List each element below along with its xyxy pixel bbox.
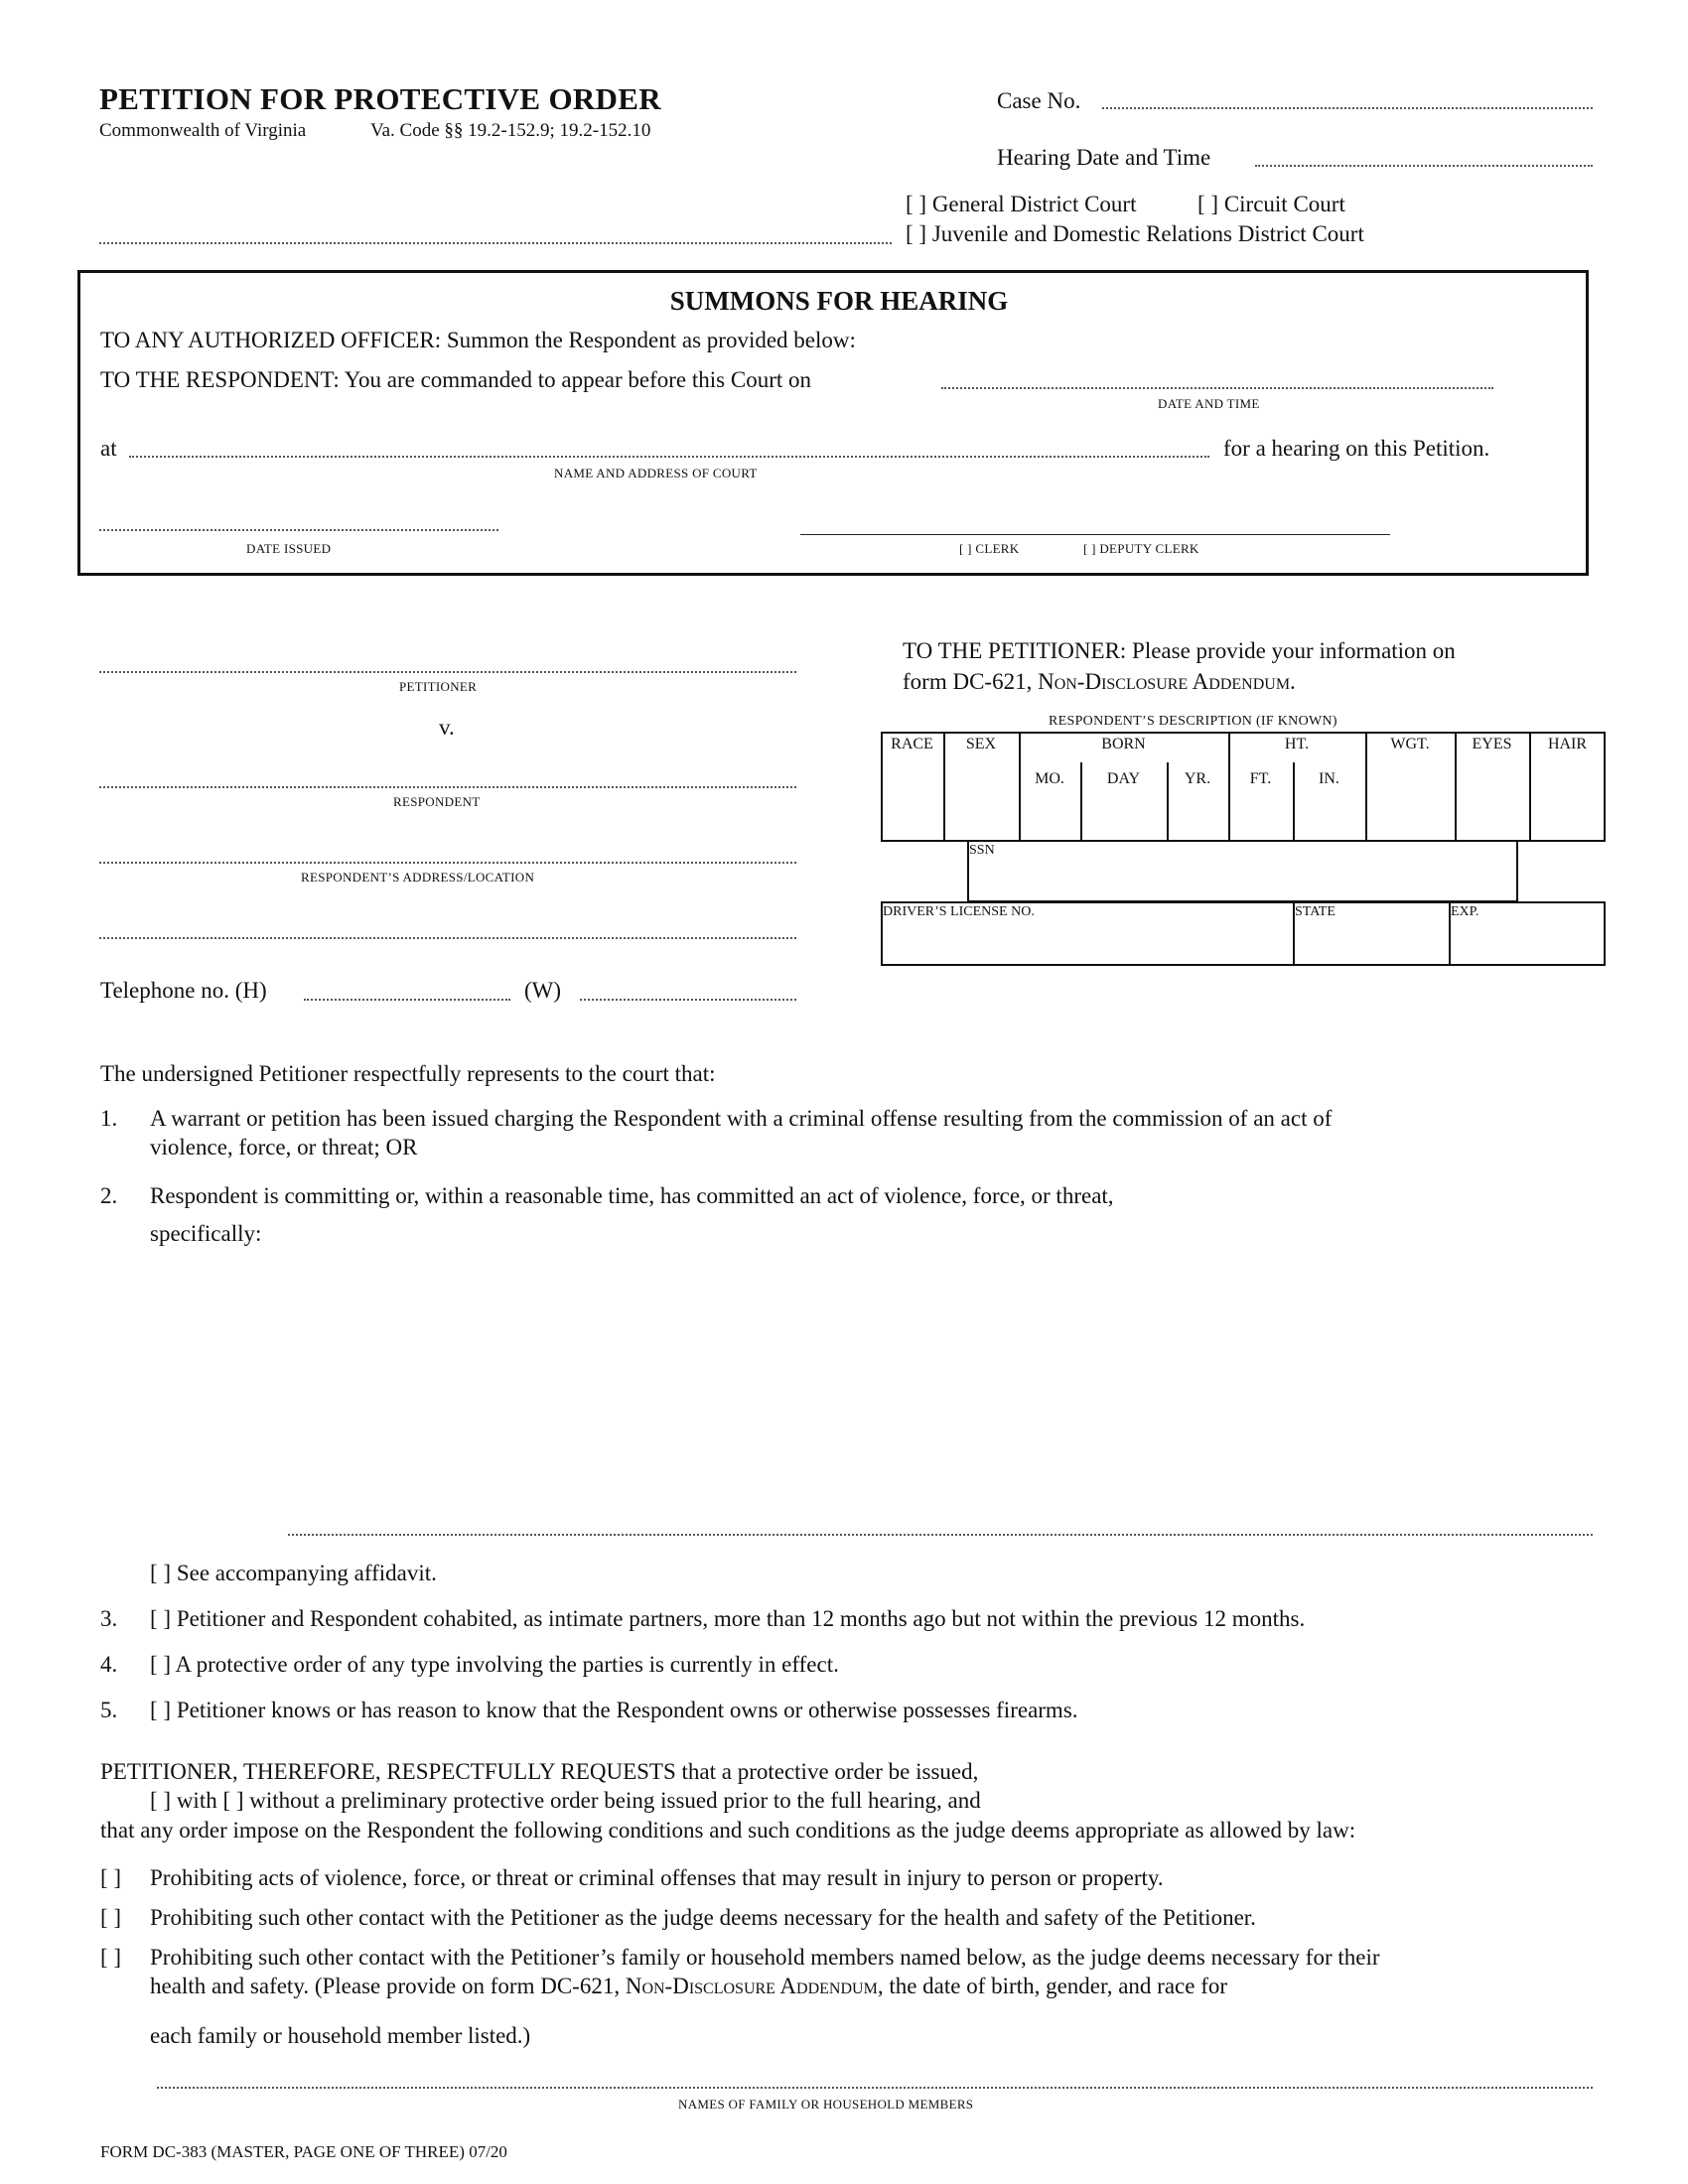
description-title: RESPONDENT’S DESCRIPTION (IF KNOWN) — [1049, 714, 1337, 729]
eyes-header: EYES — [1472, 736, 1512, 752]
act-description-area[interactable] — [150, 1253, 1590, 1521]
circuit-court-checkbox[interactable]: [ ] Circuit Court — [1197, 192, 1345, 216]
sex-header: SEX — [965, 736, 997, 752]
respondent-address-field-2[interactable] — [99, 937, 796, 939]
ssn-field[interactable] — [967, 840, 1518, 902]
date-time-caption: DATE AND TIME — [1158, 396, 1260, 411]
item1-text-cont: violence, force, or threat; OR — [150, 1135, 418, 1160]
telephone-home-field[interactable] — [304, 999, 510, 1001]
weight-header: WGT. — [1390, 736, 1430, 752]
exp-label: EXP. — [1451, 904, 1479, 919]
form-id: FORM DC-383 (MASTER, PAGE ONE OF THREE) 07/20 — [100, 2142, 507, 2161]
appearance-date-field[interactable] — [941, 387, 1493, 389]
case-no-field[interactable] — [1102, 107, 1593, 109]
item3-number: 3. — [100, 1606, 118, 1631]
item3-checkbox[interactable]: [ ] Petitioner and Respondent cohabited, as intimate partners, more than 12 months ago but not within the previous 12 months. — [150, 1606, 1306, 1631]
non-disclosure-addendum-ref: Non-Disclosure Addendum — [625, 1974, 878, 1998]
clerk-checkbox[interactable]: [ ] CLERK — [959, 541, 1020, 556]
condition3-checkbox[interactable]: [ ] — [100, 1945, 122, 1970]
request-intro: PETITIONER, THEREFORE, RESPECTFULLY REQUESTS that a protective order be issued, — [100, 1759, 979, 1784]
state-label: STATE — [1295, 904, 1336, 919]
court-name-field[interactable] — [99, 242, 892, 244]
hearing-date-label: Hearing Date and Time — [997, 145, 1211, 170]
general-district-court-checkbox[interactable]: [ ] General District Court — [906, 192, 1137, 216]
clerk-signature-line[interactable] — [800, 534, 1390, 535]
form-title: PETITION FOR PROTECTIVE ORDER — [99, 81, 661, 116]
statute-reference: Va. Code §§ 19.2-152.9; 19.2-152.10 — [370, 120, 651, 141]
item1-number: 1. — [100, 1106, 118, 1131]
item2-number: 2. — [100, 1183, 118, 1208]
date-issued-field[interactable] — [99, 529, 498, 531]
household-members-field[interactable] — [157, 2087, 1593, 2089]
date-issued-caption: DATE ISSUED — [246, 541, 332, 556]
officer-instruction: TO ANY AUTHORIZED OFFICER: Summon the Respondent as provided below: — [100, 328, 856, 352]
household-members-caption: NAMES OF FAMILY OR HOUSEHOLD MEMBERS — [678, 2097, 974, 2112]
height-feet-header: FT. — [1249, 770, 1272, 787]
court-address-field[interactable] — [129, 456, 1209, 458]
born-header: BORN — [1101, 736, 1146, 752]
affidavit-checkbox[interactable]: [ ] See accompanying affidavit. — [150, 1561, 437, 1585]
condition3-part-a: health and safety. (Please provide on form DC-621, — [150, 1974, 621, 1998]
telephone-work-field[interactable] — [580, 999, 796, 1001]
hearing-suffix: for a hearing on this Petition. — [1223, 436, 1490, 461]
petitioner-note-line2 — [903, 669, 1296, 695]
deputy-clerk-checkbox[interactable]: [ ] DEPUTY CLERK — [1083, 541, 1199, 556]
jdr-court-checkbox[interactable]: [ ] Juvenile and Domestic Relations District Court — [906, 221, 1364, 246]
item5-checkbox[interactable]: [ ] Petitioner knows or has reason to know that the Respondent owns or otherwise possesses firearms. — [150, 1698, 1078, 1722]
condition1-checkbox[interactable]: [ ] — [100, 1865, 122, 1890]
birth-year-header: YR. — [1184, 770, 1211, 787]
versus-text: v. — [439, 715, 455, 740]
respondent-command: TO THE RESPONDENT: You are commanded to appear before this Court on — [100, 367, 812, 392]
condition3-text-cont — [150, 1974, 1227, 1999]
birth-day-header: DAY — [1106, 770, 1141, 787]
petitioner-caption: PETITIONER — [399, 679, 478, 694]
item2-specifically: specifically: — [150, 1221, 262, 1246]
petitioner-note-line1: TO THE PETITIONER: Please provide your information on — [903, 638, 1456, 663]
license-label: DRIVER’S LICENSE NO. — [883, 904, 1035, 919]
summons-title: SUMMONS FOR HEARING — [669, 286, 1009, 316]
condition1-text: Prohibiting acts of violence, force, or threat or criminal offenses that may result in injury to person or property. — [150, 1865, 1164, 1890]
non-disclosure-addendum-ref: Non-Disclosure Addendum. — [1038, 669, 1296, 694]
condition3-text-end: each family or household member listed.) — [150, 2023, 531, 2048]
respondent-caption: RESPONDENT — [393, 794, 481, 809]
hair-header: HAIR — [1547, 736, 1588, 752]
preliminary-order-choice[interactable]: [ ] with [ ] without a preliminary protective order being issued prior to the full hearing, and — [150, 1788, 981, 1813]
height-inches-header: IN. — [1319, 770, 1339, 787]
case-no-label: Case No. — [997, 88, 1081, 113]
race-header: RACE — [891, 736, 933, 752]
at-label: at — [100, 436, 117, 461]
petitioner-note-prefix: form DC-621, — [903, 669, 1033, 694]
height-header: HT. — [1284, 736, 1310, 752]
item2-text: Respondent is committing or, within a reasonable time, has committed an act of violence, force, or threat, — [150, 1183, 1114, 1208]
birth-month-header: MO. — [1035, 770, 1064, 787]
respondent-name-field[interactable] — [99, 786, 796, 788]
telephone-home-label: Telephone no. (H) — [100, 978, 267, 1003]
hearing-date-field[interactable] — [1255, 165, 1593, 167]
telephone-work-label: (W) — [524, 978, 562, 1003]
respondent-address-caption: RESPONDENT’S ADDRESS/LOCATION — [301, 870, 535, 885]
item5-number: 5. — [100, 1698, 118, 1722]
jurisdiction-text: Commonwealth of Virginia — [99, 120, 307, 141]
conditions-intro: that any order impose on the Respondent the following conditions and such conditions as the judge deems appropriate as allowed by law: — [100, 1818, 1356, 1843]
item4-number: 4. — [100, 1652, 118, 1677]
court-address-caption: NAME AND ADDRESS OF COURT — [554, 466, 758, 480]
item1-text: A warrant or petition has been issued charging the Respondent with a criminal offense resulting from the commission of an act of — [150, 1106, 1333, 1131]
intro-text: The undersigned Petitioner respectfully represents to the court that: — [100, 1061, 716, 1086]
condition2-checkbox[interactable]: [ ] — [100, 1905, 122, 1930]
condition2-text: Prohibiting such other contact with the Petitioner as the judge deems necessary for the health and safety of the Petitioner. — [150, 1905, 1256, 1930]
ssn-label: SSN — [969, 843, 995, 858]
respondent-address-field[interactable] — [99, 862, 796, 864]
act-description-line[interactable] — [288, 1534, 1593, 1536]
condition3-part-b: , the date of birth, gender, and race for — [877, 1974, 1228, 1998]
item4-checkbox[interactable]: [ ] A protective order of any type involving the parties is currently in effect. — [150, 1652, 839, 1677]
condition3-text: Prohibiting such other contact with the Petitioner’s family or household members named below, as the judge deems necessary for their — [150, 1945, 1380, 1970]
petitioner-name-field[interactable] — [99, 671, 796, 673]
